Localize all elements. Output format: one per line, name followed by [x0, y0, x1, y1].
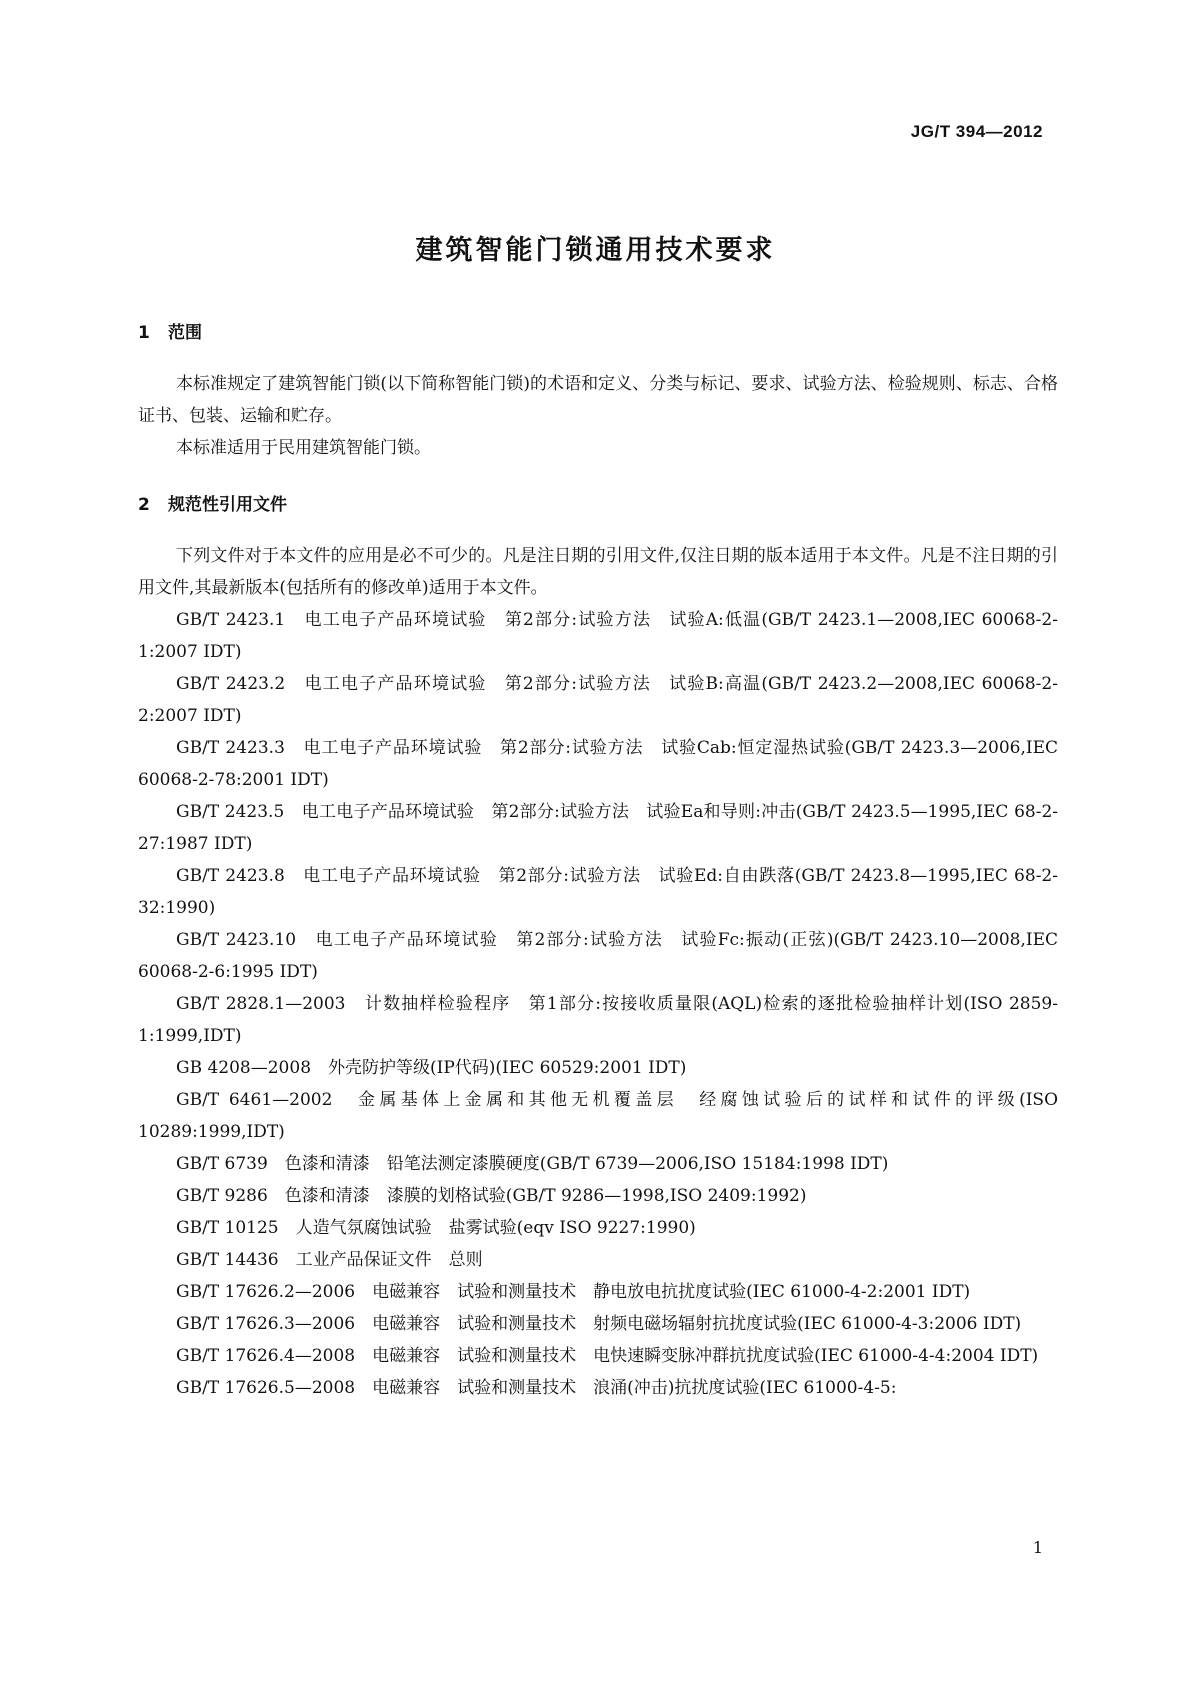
paragraph: 本标准规定了建筑智能门锁(以下简称智能门锁)的术语和定义、分类与标记、要求、试验方法、检验规则、标志、合格证书、包装、运输和贮存。 — [138, 374, 1058, 426]
reference-item: GB/T 2423.2 电工电子产品环境试验 第2部分:试验方法 试验B:高温(GB/T 2423.2—2008,IEC 60068-2-2:2007 IDT) — [138, 674, 1058, 726]
document-title: 建筑智能门锁通用技术要求 — [415, 235, 776, 266]
reference-item: GB/T 2423.10 电工电子产品环境试验 第2部分:试验方法 试验Fc:振动(正弦)(GB/T 2423.10—2008,IEC 60068-2-6:1995 IDT) — [138, 930, 1058, 982]
paragraph: 本标准适用于民用建筑智能门锁。 — [176, 438, 431, 458]
section-2-body — [138, 540, 1058, 1404]
section-1-title: 范围 — [168, 323, 202, 343]
section-2-heading — [138, 490, 287, 515]
paragraph: 下列文件对于本文件的应用是必不可少的。凡是注日期的引用文件,仅注日期的版本适用于本文件。凡是不注日期的引用文件,其最新版本(包括所有的修改单)适用于本文件。 — [138, 546, 1058, 598]
section-1-number: 1 — [138, 323, 150, 343]
reference-item: GB 4208—2008 外壳防护等级(IP代码)(IEC 60529:2001 IDT) — [176, 1058, 687, 1078]
page-number: 1 — [1032, 1538, 1043, 1557]
reference-item: GB/T 17626.2—2006 电磁兼容 试验和测量技术 静电放电抗扰度试验(IEC 61000-4-2:2001 IDT) — [176, 1282, 971, 1302]
section-2-title: 规范性引用文件 — [168, 495, 287, 515]
reference-item: GB/T 2423.1 电工电子产品环境试验 第2部分:试验方法 试验A:低温(GB/T 2423.1—2008,IEC 60068-2-1:2007 IDT) — [138, 610, 1058, 662]
reference-item: GB/T 2423.5 电工电子产品环境试验 第2部分:试验方法 试验Ea和导则:冲击(GB/T 2423.5—1995,IEC 68-2-27:1987 IDT) — [138, 802, 1058, 854]
reference-item: GB/T 14436 工业产品保证文件 总则 — [176, 1250, 483, 1270]
section-1-body — [138, 368, 1058, 464]
reference-item: GB/T 17626.3—2006 电磁兼容 试验和测量技术 射频电磁场辐射抗扰度试验(IEC 61000-4-3:2006 IDT) — [176, 1314, 1022, 1334]
reference-item: GB/T 17626.5—2008 电磁兼容 试验和测量技术 浪涌(冲击)抗扰度试验(IEC 61000-4-5: — [176, 1378, 897, 1398]
reference-item: GB/T 2828.1—2003 计数抽样检验程序 第1部分:按接收质量限(AQL)检索的逐批检验抽样计划(ISO 2859-1:1999,IDT) — [138, 994, 1058, 1046]
reference-item: GB/T 10125 人造气氛腐蚀试验 盐雾试验(eqv ISO 9227:1990) — [176, 1218, 696, 1238]
standard-number: JG/T 394—2012 — [910, 122, 1043, 141]
section-1-heading — [138, 318, 202, 343]
reference-item: GB/T 2423.8 电工电子产品环境试验 第2部分:试验方法 试验Ed:自由跌落(GB/T 2423.8—1995,IEC 68-2-32:1990) — [138, 866, 1058, 918]
reference-item: GB/T 9286 色漆和清漆 漆膜的划格试验(GB/T 9286—1998,ISO 2409:1992) — [176, 1186, 807, 1206]
reference-item: GB/T 17626.4—2008 电磁兼容 试验和测量技术 电快速瞬变脉冲群抗扰度试验(IEC 61000-4-4:2004 IDT) — [176, 1346, 1039, 1366]
reference-item: GB/T 2423.3 电工电子产品环境试验 第2部分:试验方法 试验Cab:恒定湿热试验(GB/T 2423.3—2006,IEC 60068-2-78:2001 IDT) — [138, 738, 1058, 790]
section-2-number: 2 — [138, 495, 150, 515]
reference-item: GB/T 6461—2002 金属基体上金属和其他无机覆盖层 经腐蚀试验后的试样和试件的评级(ISO 10289:1999,IDT) — [138, 1090, 1058, 1142]
reference-item: GB/T 6739 色漆和清漆 铅笔法测定漆膜硬度(GB/T 6739—2006,ISO 15184:1998 IDT) — [176, 1154, 889, 1174]
